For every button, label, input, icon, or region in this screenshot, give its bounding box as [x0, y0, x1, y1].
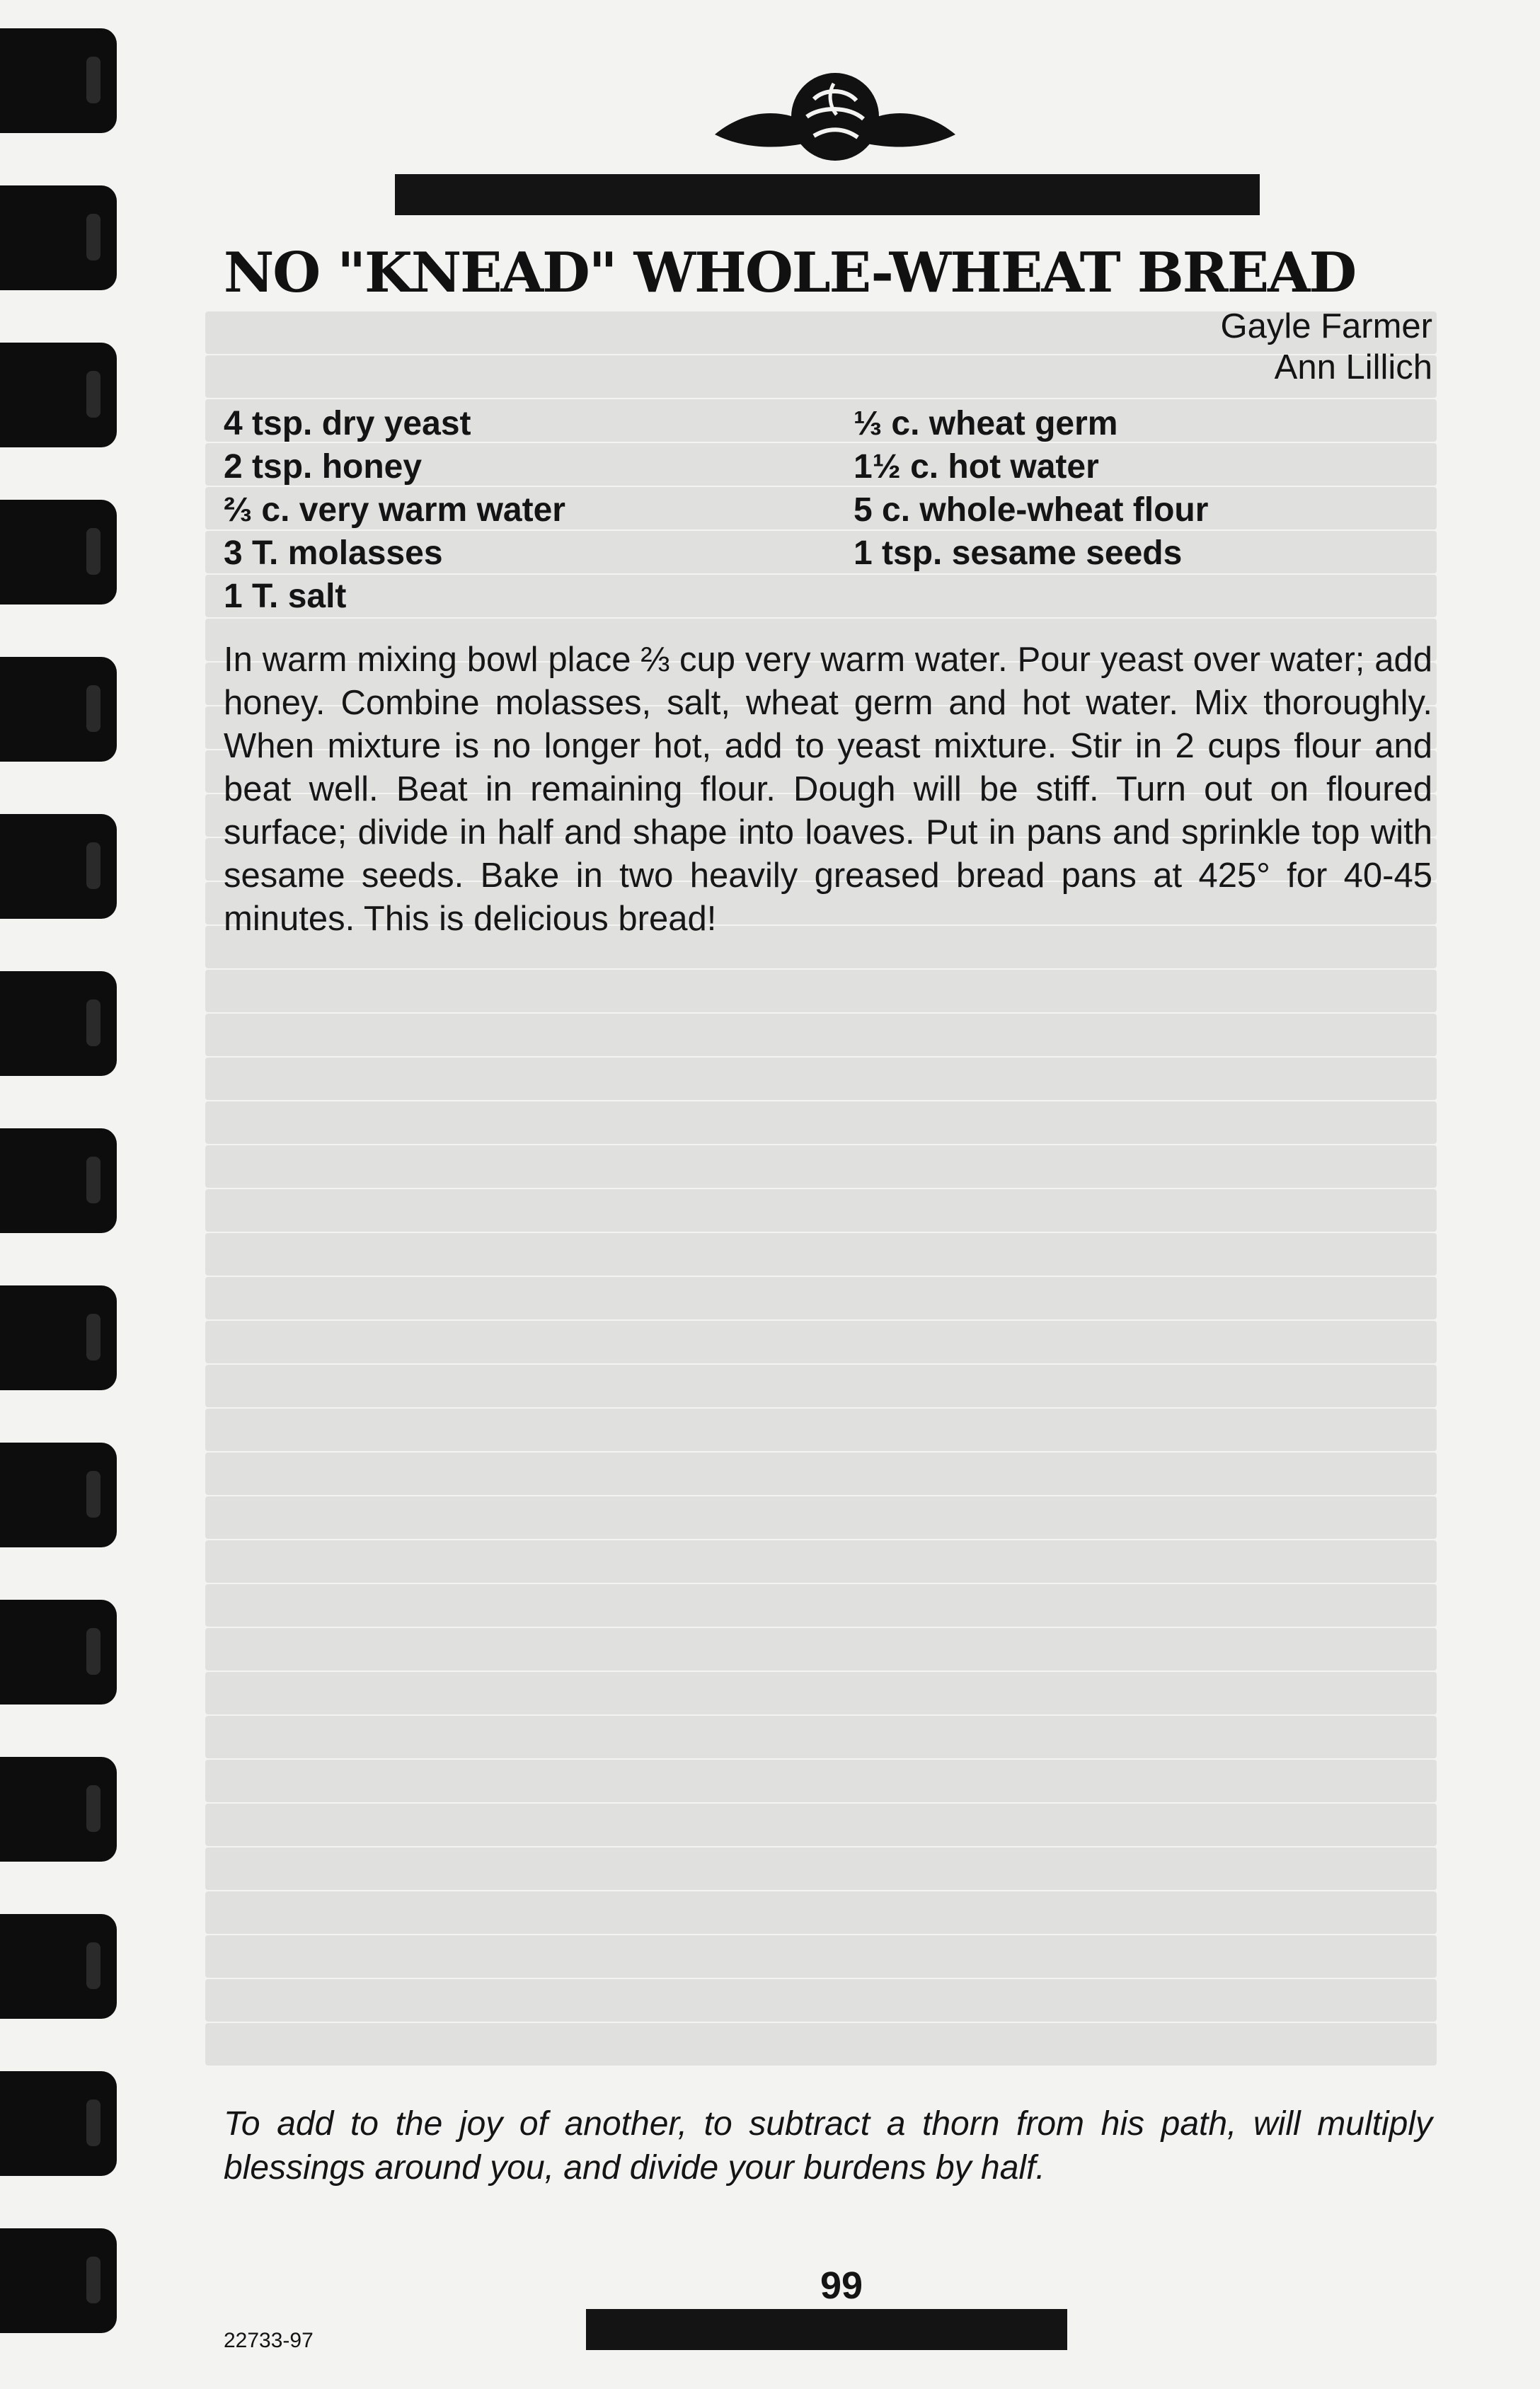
binding-ring: [0, 1285, 117, 1390]
recipe-contributors: [1220, 306, 1432, 388]
binding-ring: [0, 2228, 117, 2333]
binding-ring: [0, 971, 117, 1076]
ingredient-item: 2 tsp. honey: [224, 448, 423, 486]
ingredient-item: 1 T. salt: [224, 578, 347, 615]
print-code: 22733-97: [224, 2329, 314, 2352]
ingredient-item: 3 T. molasses: [224, 534, 443, 572]
ingredient-item: 1 tsp. sesame seeds: [854, 534, 1183, 572]
binding-ring: [0, 185, 117, 290]
binding-ring: [0, 1914, 117, 2019]
recipe-directions: In warm mixing bowl place ⅔ cup very warm water. Pour yeast over water; add honey. Combine molasses, salt, wheat germ and hot water. Mix thoroughly. When mixture is no longer hot, add to yeast mixture. Stir in 2 cups flour and beat well. Beat in remaining flour. Dough will be stiff. Turn out on floured surface; divide in half and shape into loaves. Put in pans and sprinkle top with sesame seeds. Bake in two heavily greased bread pans at 425° for 40-45 minutes. This is delicious bread!: [224, 641, 1432, 938]
top-checkered-divider: [395, 174, 1260, 215]
binding-ring: [0, 814, 117, 919]
binding-ring: [0, 1443, 117, 1547]
page-number: 99: [820, 2264, 863, 2307]
recipe-title: NO "KNEAD" WHOLE-WHEAT BREAD: [224, 241, 1356, 305]
bottom-checkered-divider: [586, 2309, 1067, 2350]
binding-ring: [0, 28, 117, 133]
binding-ring: [0, 1600, 117, 1705]
binding-ring: [0, 2071, 117, 2176]
ingredient-item: ⅓ c. wheat germ: [854, 405, 1118, 442]
binding-ring: [0, 657, 117, 762]
ingredient-item: 1½ c. hot water: [854, 448, 1099, 486]
ingredient-item: ⅔ c. very warm water: [224, 491, 565, 529]
ingredients-left-column: [224, 402, 565, 618]
rose-icon: [708, 50, 962, 177]
ingredient-item: 5 c. whole-wheat flour: [854, 491, 1209, 529]
contributor-name: Gayle Farmer: [1220, 307, 1432, 345]
contributor-name: Ann Lillich: [1274, 348, 1432, 386]
binding-ring: [0, 343, 117, 447]
spiral-binding: [0, 0, 142, 2389]
binding-ring: [0, 500, 117, 605]
ingredient-item: 4 tsp. dry yeast: [224, 405, 471, 442]
binding-ring: [0, 1128, 117, 1233]
binding-ring: [0, 1757, 117, 1862]
inspirational-quote: To add to the joy of another, to subtract a thorn from his path, will multiply blessings around you, and divide your burdens by half.: [224, 2105, 1432, 2187]
ingredients-right-column: [854, 402, 1208, 575]
